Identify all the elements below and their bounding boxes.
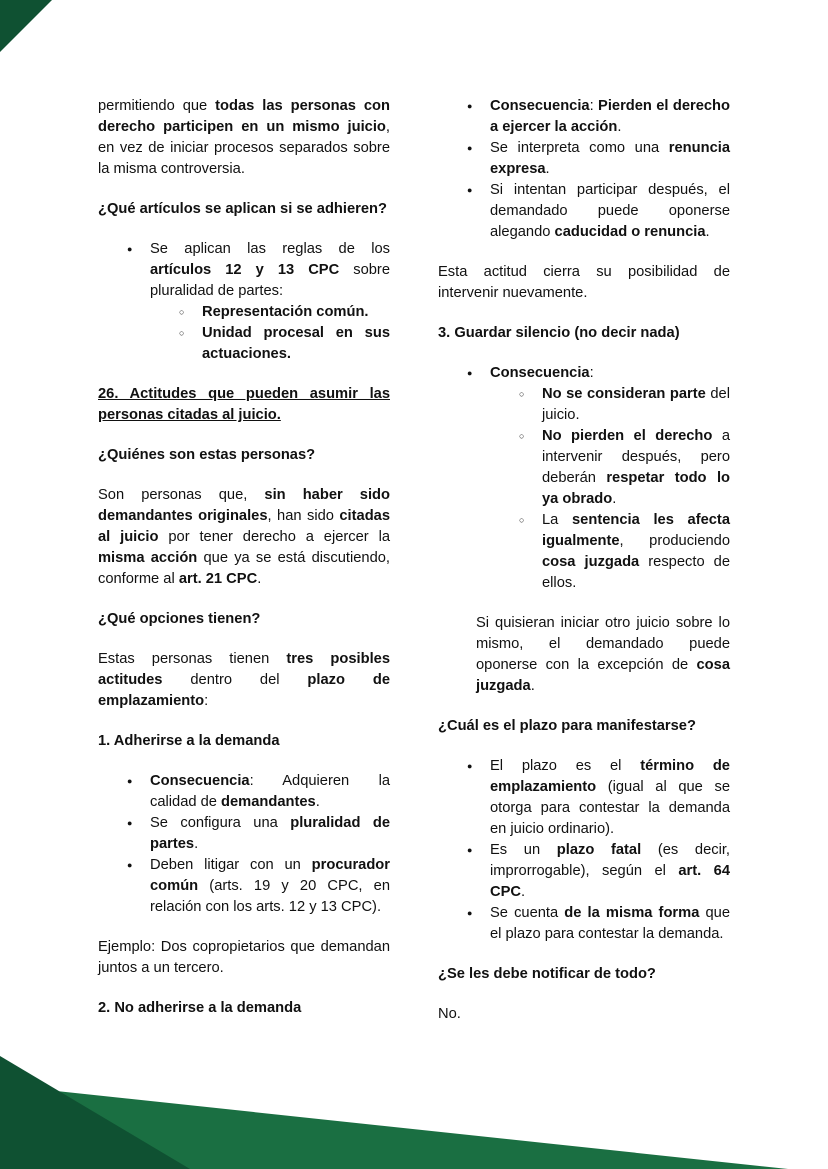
text-run: art. 64 CPC <box>490 863 730 900</box>
bullet-list <box>438 363 730 594</box>
bullet-list <box>98 771 390 918</box>
text-run: por tener derecho a ejercer la <box>158 529 390 545</box>
text-run: que ya se está discutiendo, conforme al <box>98 550 390 587</box>
sub-list-item <box>517 426 730 510</box>
right-column <box>438 96 730 1044</box>
list-item <box>125 813 390 855</box>
text-run: 1. Adherirse a la demanda <box>98 733 280 749</box>
list-item <box>125 771 390 813</box>
page-content <box>98 96 730 1044</box>
text-run: sentencia les afecta igualmente <box>542 512 730 549</box>
text-run: El plazo es el <box>490 758 641 774</box>
heading <box>98 384 390 426</box>
sub-list-item <box>517 384 730 426</box>
text-run: . <box>545 161 550 177</box>
text-run: dentro del <box>162 672 308 688</box>
text-run: Se configura una <box>150 815 291 831</box>
list-item <box>125 855 390 918</box>
text-run: . <box>257 571 262 587</box>
text-run: art. 21 CPC <box>178 571 258 587</box>
text-run: Representación común. <box>202 304 369 320</box>
list-item <box>465 180 730 243</box>
text-run: Es un <box>490 842 557 858</box>
text-run: respetar todo lo ya obrado <box>542 470 730 507</box>
text-run: (arts. 19 y 20 CPC, en relación con los arts. 12 y 13 CPC). <box>150 878 390 915</box>
heading <box>98 731 390 752</box>
text-run: Deben litigar con un <box>150 857 312 873</box>
text-run: ¿Se les debe notificar de todo? <box>438 966 656 982</box>
text-run: . <box>315 794 320 810</box>
text-run: No. <box>438 1006 461 1022</box>
text-run: demandantes <box>221 794 316 810</box>
text-run: Son personas que, <box>98 487 265 503</box>
text-run: renuncia expresa <box>490 140 730 177</box>
text-run: plazo fatal <box>556 842 642 858</box>
text-run: ¿Qué opciones tienen? <box>98 611 261 627</box>
text-run: Si intentan participar después, el demandado puede oponerse alegando <box>490 182 730 240</box>
paragraph <box>98 937 390 979</box>
text-run: pluralidad de partes <box>150 815 391 852</box>
text-run: sin haber sido demandantes originales <box>98 487 390 524</box>
list-item <box>465 903 730 945</box>
text-run: : <box>204 693 209 709</box>
paragraph <box>98 96 390 180</box>
text-run: Estas personas tienen <box>98 651 287 667</box>
text-run: . <box>530 678 535 694</box>
bullet-list <box>98 239 390 365</box>
list-item <box>465 363 730 594</box>
text-run: Se interpreta como una <box>490 140 669 156</box>
text-run: procurador común <box>150 857 390 894</box>
sub-bullet-list <box>150 302 390 365</box>
text-run: ¿Cuál es el plazo para manifestarse? <box>438 718 696 734</box>
text-run: sobre pluralidad de partes: <box>150 262 390 299</box>
heading <box>438 964 730 985</box>
text-run: todas las personas con derecho participen en un mismo juicio <box>98 98 391 135</box>
text-run: . <box>617 119 622 135</box>
text-run: Consecuencia <box>490 98 590 114</box>
text-run: artículos 12 y 13 CPC <box>150 262 340 278</box>
text-run: , han sido <box>267 508 340 524</box>
sub-list-item <box>177 302 390 323</box>
sub-list-item <box>517 510 730 594</box>
text-run: : <box>589 365 594 381</box>
text-run: . <box>194 836 199 852</box>
paragraph <box>438 613 730 697</box>
text-run: Consecuencia <box>150 773 250 789</box>
text-run: (igual al que se otorga para contestar la demanda en juicio ordinario). <box>490 779 730 837</box>
paragraph <box>98 649 390 712</box>
heading <box>438 716 730 737</box>
text-run: citadas al juicio <box>98 508 391 545</box>
paragraph <box>438 1004 730 1025</box>
text-run: No se consideran parte <box>542 386 706 402</box>
list-item <box>465 840 730 903</box>
text-run: que el plazo para contestar la demanda. <box>490 905 730 942</box>
list-item <box>465 756 730 840</box>
text-run: (es decir, improrrogable), según el <box>490 842 731 879</box>
text-run: misma acción <box>98 550 198 566</box>
text-run: La <box>542 512 573 528</box>
text-run: cosa juzgada <box>476 657 730 694</box>
paragraph <box>98 485 390 590</box>
sub-bullet-list <box>490 384 730 594</box>
text-run: . <box>612 491 617 507</box>
list-item <box>465 138 730 180</box>
heading <box>438 323 730 344</box>
bullet-list <box>438 756 730 945</box>
text-run: : Adquieren la calidad de <box>150 773 390 810</box>
text-run: plazo de emplazamiento <box>98 672 390 709</box>
text-run: 26. Actitudes que pueden asumir las personas citadas al juicio. <box>98 386 390 423</box>
text-run: , en vez de iniciar procesos separados sobre la misma controversia. <box>98 119 390 177</box>
list-item <box>465 96 730 138</box>
heading <box>98 609 390 630</box>
text-run: Si quisieran iniciar otro juicio sobre lo mismo, el demandado puede oponerse con la excepción de <box>476 615 730 673</box>
text-run: ¿Quiénes son estas personas? <box>98 447 316 463</box>
text-run: Unidad procesal en sus actuaciones. <box>202 325 390 362</box>
text-run: del juicio. <box>542 386 730 423</box>
text-run: 3. Guardar silencio (no decir nada) <box>438 325 680 341</box>
text-run: a intervenir después, pero deberán <box>542 428 730 486</box>
text-run: . <box>705 224 710 240</box>
text-run: permitiendo que <box>98 98 216 114</box>
text-run: No pierden el derecho <box>542 428 713 444</box>
text-run: Ejemplo: Dos copropietarios que demandan juntos a un tercero. <box>98 939 390 976</box>
heading <box>98 445 390 466</box>
text-run: Consecuencia <box>490 365 590 381</box>
corner-triangle-top-left-icon <box>0 0 52 52</box>
text-run: Pierden el derecho a ejercer la acción <box>490 98 730 135</box>
paragraph <box>438 262 730 304</box>
heading <box>98 998 390 1019</box>
text-run: Se aplican las reglas de los <box>150 241 390 257</box>
bullet-list <box>438 96 730 243</box>
list-item <box>125 239 390 365</box>
text-run: tres posibles actitudes <box>98 651 390 688</box>
corner-triangle-bottom-left-icon <box>0 1056 190 1169</box>
text-run: término de emplazamiento <box>490 758 730 795</box>
text-run: de la misma forma <box>564 905 700 921</box>
text-run: 2. No adherirse a la demanda <box>98 1000 302 1016</box>
sub-list-item <box>177 323 390 365</box>
text-run: caducidad o renuncia <box>554 224 706 240</box>
text-run: : <box>589 98 599 114</box>
text-run: respecto de ellos. <box>542 554 730 591</box>
text-run: Esta actitud cierra su posibilidad de intervenir nuevamente. <box>438 264 730 301</box>
bottom-wedge-icon <box>0 1085 788 1169</box>
text-run: Se cuenta <box>490 905 565 921</box>
text-run: . <box>521 884 526 900</box>
text-run: , produciendo <box>619 533 730 549</box>
text-run: ¿Qué artículos se aplican si se adhieren? <box>98 201 387 217</box>
heading <box>98 199 390 220</box>
text-run: cosa juzgada <box>542 554 640 570</box>
left-column <box>98 96 390 1044</box>
